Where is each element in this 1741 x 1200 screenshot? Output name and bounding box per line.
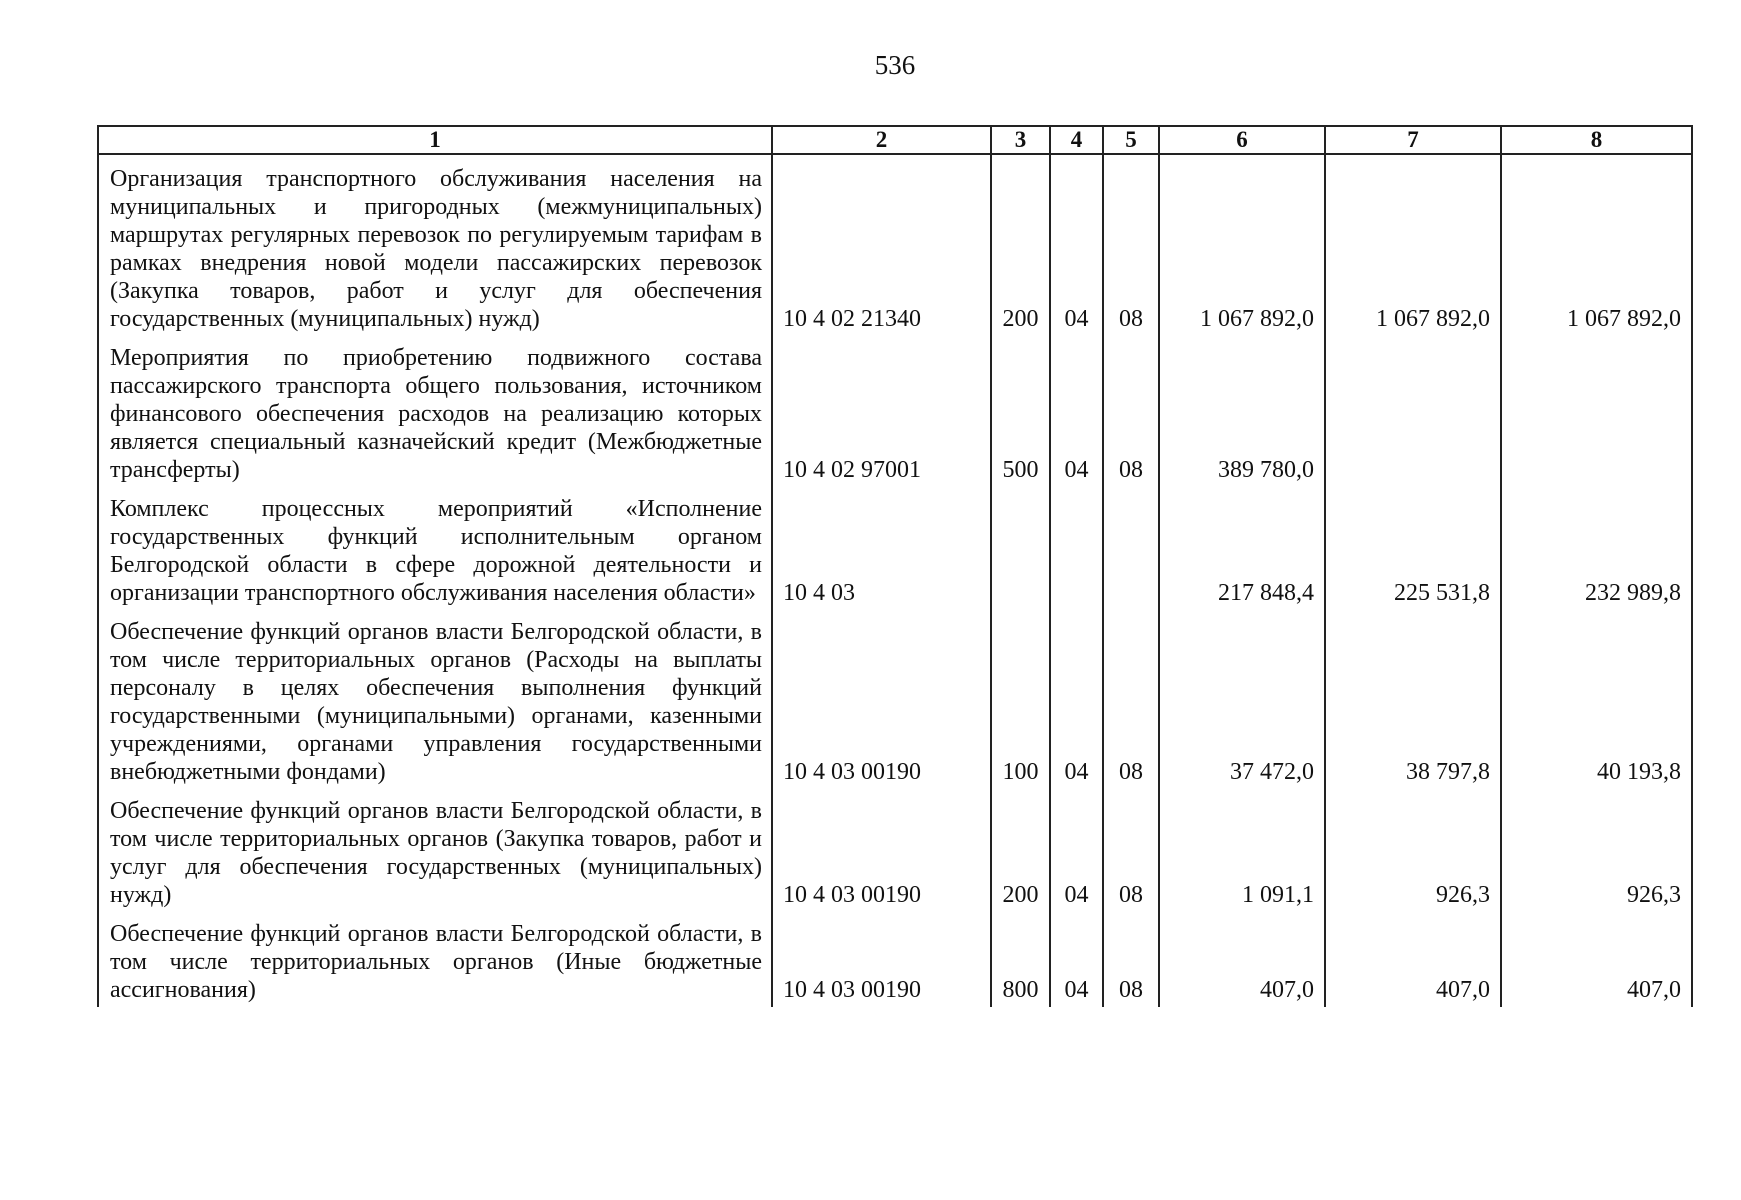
row-name: Обеспечение функций органов власти Белгородской области, в том числе территориальных органов (Закупка товаров, работ и услуг для обеспечения государственных (муниципальных) нужд) (98, 789, 772, 912)
row-col3: 500 (991, 336, 1050, 487)
row-col3: 200 (991, 154, 1050, 336)
header-col-4: 4 (1050, 126, 1103, 154)
row-col5: 08 (1103, 336, 1159, 487)
row-name: Организация транспортного обслуживания населения на муниципальных и пригородных (межмуниципальных) маршрутах регулярных перевозок по регулируемым тарифам в рамках внедрения новой модели пассажирских перевозок (Закупка товаров, работ и услуг для обеспечения государственных (муниципальных) нужд) (98, 154, 772, 336)
row-col4 (1050, 487, 1103, 610)
table-row (98, 336, 1692, 487)
row-col3 (991, 487, 1050, 610)
row-name: Комплекс процессных мероприятий «Исполнение государственных функций исполнительным органом Белгородской области в сфере дорожной деятельности и организации транспортного обслуживания населения области» (98, 487, 772, 610)
row-col6: 1 067 892,0 (1159, 154, 1325, 336)
table-row (98, 487, 1692, 610)
row-code: 10 4 03 00190 (772, 912, 991, 1007)
row-col5: 08 (1103, 610, 1159, 789)
row-code: 10 4 03 00190 (772, 789, 991, 912)
row-col6: 389 780,0 (1159, 336, 1325, 487)
row-col6: 1 091,1 (1159, 789, 1325, 912)
row-col8: 1 067 892,0 (1501, 154, 1692, 336)
row-col5 (1103, 487, 1159, 610)
header-col-5: 5 (1103, 126, 1159, 154)
row-col8: 40 193,8 (1501, 610, 1692, 789)
row-code: 10 4 03 (772, 487, 991, 610)
header-col-3: 3 (991, 126, 1050, 154)
header-col-1: 1 (98, 126, 772, 154)
row-col8: 232 989,8 (1501, 487, 1692, 610)
table-row (98, 912, 1692, 1007)
row-col6: 37 472,0 (1159, 610, 1325, 789)
header-col-8: 8 (1501, 126, 1692, 154)
row-col6: 217 848,4 (1159, 487, 1325, 610)
row-name: Мероприятия по приобретению подвижного состава пассажирского транспорта общего пользования, источником финансового обеспечения расходов на реализацию которых является специальный казначейский кредит (Межбюджетные трансферты) (98, 336, 772, 487)
table-row (98, 154, 1692, 336)
row-col8: 407,0 (1501, 912, 1692, 1007)
row-name: Обеспечение функций органов власти Белгородской области, в том числе территориальных органов (Расходы на выплаты персоналу в целях обеспечения выполнения функций государственными (муниципальными) органами, казенными учреждениями, органами управления государственными внебюджетными фондами) (98, 610, 772, 789)
header-col-2: 2 (772, 126, 991, 154)
row-col6: 407,0 (1159, 912, 1325, 1007)
table-row (98, 610, 1692, 789)
row-col7 (1325, 336, 1501, 487)
row-col4: 04 (1050, 912, 1103, 1007)
row-col8 (1501, 336, 1692, 487)
row-col4: 04 (1050, 336, 1103, 487)
row-col7: 1 067 892,0 (1325, 154, 1501, 336)
row-col5: 08 (1103, 912, 1159, 1007)
header-col-6: 6 (1159, 126, 1325, 154)
budget-table (97, 125, 1693, 1007)
table-header-row (98, 126, 1692, 154)
row-col7: 225 531,8 (1325, 487, 1501, 610)
row-col8: 926,3 (1501, 789, 1692, 912)
table-row (98, 789, 1692, 912)
row-col5: 08 (1103, 154, 1159, 336)
row-col3: 100 (991, 610, 1050, 789)
row-code: 10 4 02 21340 (772, 154, 991, 336)
row-col7: 407,0 (1325, 912, 1501, 1007)
row-code: 10 4 02 97001 (772, 336, 991, 487)
row-col4: 04 (1050, 610, 1103, 789)
row-col4: 04 (1050, 154, 1103, 336)
row-col3: 800 (991, 912, 1050, 1007)
row-name: Обеспечение функций органов власти Белгородской области, в том числе территориальных органов (Иные бюджетные ассигнования) (98, 912, 772, 1007)
row-col5: 08 (1103, 789, 1159, 912)
row-col7: 926,3 (1325, 789, 1501, 912)
header-col-7: 7 (1325, 126, 1501, 154)
row-col4: 04 (1050, 789, 1103, 912)
row-col7: 38 797,8 (1325, 610, 1501, 789)
page-number: 536 (874, 50, 916, 80)
row-col3: 200 (991, 789, 1050, 912)
row-code: 10 4 03 00190 (772, 610, 991, 789)
